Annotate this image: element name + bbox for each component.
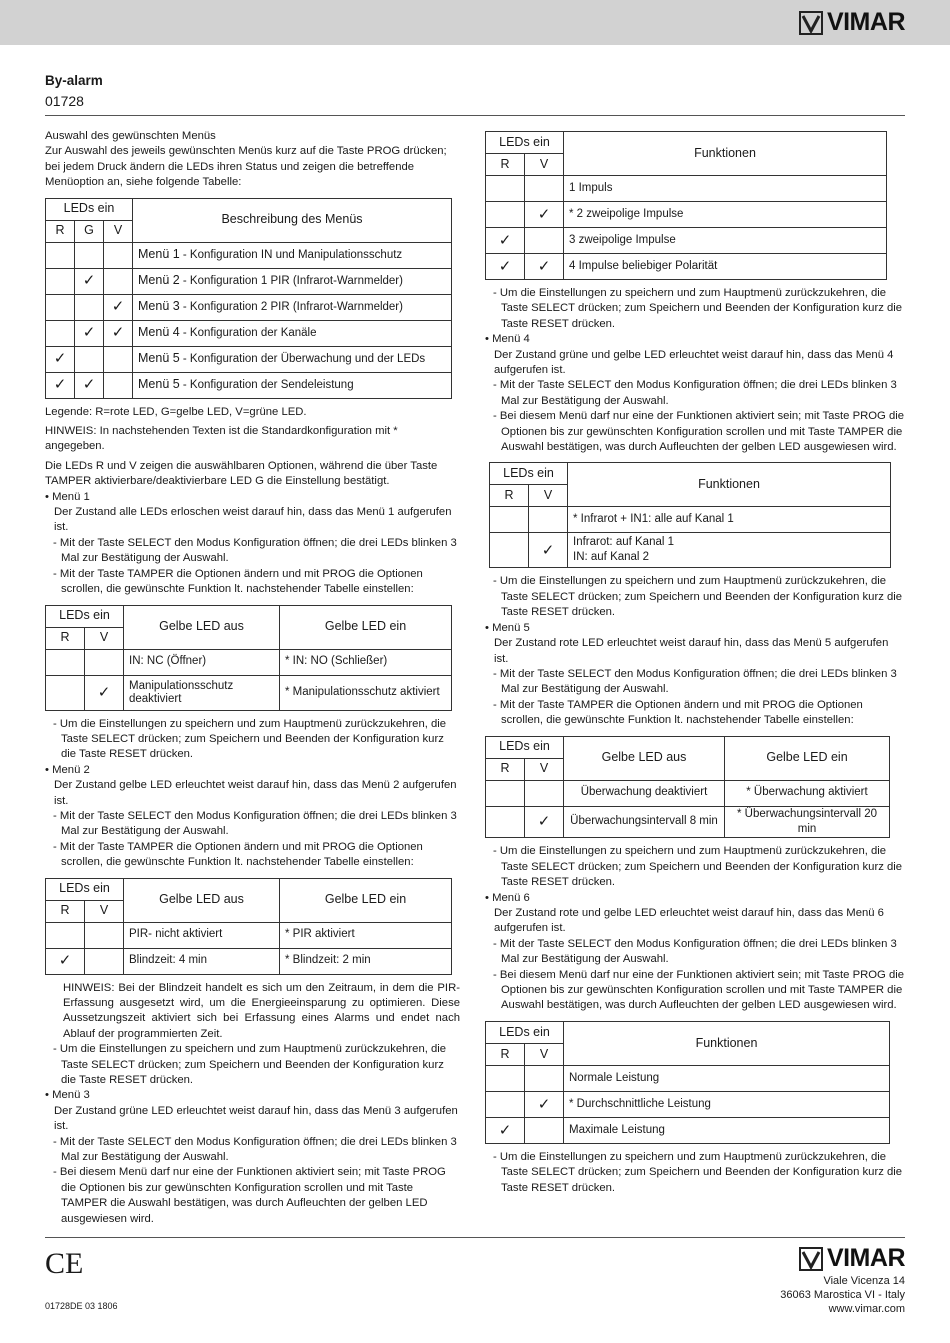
menu-desc (133, 346, 452, 372)
menu-text: - Konfiguration IN und Manipulationsschutz (179, 248, 403, 261)
menu-desc (133, 268, 452, 294)
menu1-step1: - Mit der Taste SELECT den Modus Konfiguration öffnen; die drei LEDs blinken 3 Mal zur Bestätigung der Auswahl. (53, 536, 457, 565)
cell-off: Überwachung deaktiviert (564, 780, 725, 806)
cell-g (75, 294, 104, 320)
leds-header: LEDs ein (486, 1021, 564, 1043)
cell-on: * PIR aktiviert (280, 922, 452, 948)
off-header: Gelbe LED aus (124, 878, 280, 922)
col-v: V (85, 900, 124, 922)
table-row (486, 780, 890, 806)
vimar-logo-icon (799, 11, 823, 35)
cell-g (75, 242, 104, 268)
cell-v (525, 1065, 564, 1091)
menu-desc (133, 372, 452, 398)
menu3-state: Der Zustand grüne LED erleuchtet weist darauf hin, dass das Menü 3 aufgerufen ist. (54, 1104, 458, 1133)
cell-off: PIR- nicht aktiviert (124, 922, 280, 948)
cell-r: ✓ (486, 1117, 525, 1143)
table-row (486, 1065, 890, 1091)
on-header: Gelbe LED ein (725, 736, 890, 780)
col-r: R (46, 220, 75, 242)
menu6-step2: - Bei diesem Menü darf nur eine der Funktionen aktiviert sein; mit Taste PROG die Optionen bis zur gewünschten Konfiguration scrollen und mit Taste TAMPER die Auswahl bestätigen, was durch Aufleuchten der gelben LED ausgewiesen wird. (493, 968, 905, 1012)
menu3-step1: - Mit der Taste SELECT den Modus Konfiguration öffnen; die drei LEDs blinken 3 Mal zur Bestätigung der Auswahl. (53, 1135, 457, 1164)
cell-v: ✓ (525, 806, 564, 838)
table-row (486, 254, 887, 280)
col-v: V (85, 627, 124, 649)
col-v: V (529, 485, 568, 507)
cell-g (75, 346, 104, 372)
cell-v (85, 922, 124, 948)
menu-text: - Konfiguration der Kanäle (179, 326, 317, 339)
menu-desc (133, 320, 452, 346)
menu2-save: - Um die Einstellungen zu speichern und zum Hauptmenü zurückzukehren, die Taste SELECT drücken; zum Speichern und Beenden der Konfiguration kurz die Taste RESET drücken. (53, 1043, 447, 1086)
cell-v (104, 242, 133, 268)
menu2-heading: • Menü 2 (45, 763, 90, 776)
cell-r (486, 176, 525, 202)
cell-r (46, 268, 75, 294)
menu1-step2: - Mit der Taste TAMPER die Optionen ändern und mit PROG die Optionen scrollen, die gewünschte Funktion lt. nachstehender Tabelle einstellen: (53, 567, 423, 596)
col-r: R (46, 627, 85, 649)
address (780, 1274, 905, 1316)
menu-label: Menü 2 (138, 272, 180, 287)
table-row (486, 202, 887, 228)
menu6-heading: • Menü 6 (485, 891, 530, 904)
menu4-table (489, 462, 891, 568)
menu2-hinweis: HINWEIS: Bei der Blindzeit handelt es sich um den Zeitraum, in dem die PIR-Erfassung ausgesetzt wird, um die Energieeinsparung zu optimieren. Diese Aussetzungszeit aktiviert sich bei Erfassung eines Alarms und endet nach Ablauf der programmierten Zeit. (63, 981, 460, 1040)
cell-r: ✓ (46, 346, 75, 372)
cell-func: Maximale Leistung (564, 1117, 890, 1143)
cell-v: ✓ (85, 675, 124, 710)
col-r: R (46, 900, 85, 922)
menu-desc (133, 242, 452, 268)
menu6-table (485, 1021, 890, 1144)
cell-off: Überwachungsintervall 8 min (564, 806, 725, 838)
func-line2: IN: auf Kanal 2 (573, 551, 650, 564)
vimar-logo (799, 8, 905, 37)
col-v: V (525, 1043, 564, 1065)
cell-v (525, 1117, 564, 1143)
cell-on: * Blindzeit: 2 min (280, 948, 452, 974)
menu2-step1: - Mit der Taste SELECT den Modus Konfiguration öffnen; die drei LEDs blinken 3 Mal zur Bestätigung der Auswahl. (53, 809, 457, 838)
cell-r (486, 780, 525, 806)
func-header: Funktionen (568, 463, 891, 507)
website-link[interactable]: www.vimar.com (828, 1303, 905, 1315)
col-v: V (525, 154, 564, 176)
cell-func: 4 Impulse beliebiger Polarität (564, 254, 887, 280)
menu1-state: Der Zustand alle LEDs erloschen weist darauf hin, dass das Menü 1 aufgerufen ist. (54, 506, 452, 534)
menu4-state: Der Zustand grüne und gelbe LED erleuchtet weist darauf hin, dass das Menü 4 aufgerufen ist. (494, 348, 894, 377)
cell-v (525, 780, 564, 806)
cell-r (46, 675, 85, 710)
ce-mark: CE (45, 1247, 84, 1280)
menu3-save: - Um die Einstellungen zu speichern und zum Hauptmenü zurückzukehren, die Taste SELECT drücken; zum Speichern und Beenden der Konfiguration kurz die Taste RESET drücken. (493, 287, 903, 330)
footer-brand: VIMAR (826, 1244, 905, 1272)
cell-func: * Infrarot + IN1: alle auf Kanal 1 (568, 507, 891, 533)
menu6-state: Der Zustand rote und gelbe LED erleuchtet weist darauf hin, dass das Menü 6 aufgerufen ist. (494, 906, 884, 935)
cell-r: ✓ (486, 254, 525, 280)
cell-v (104, 346, 133, 372)
menu2-state: Der Zustand gelbe LED erleuchtet weist darauf hin, dass das Menü 2 aufgerufen ist. (54, 779, 457, 807)
left-column (45, 129, 460, 1227)
menu1-table (45, 605, 452, 711)
menu4-step2: - Bei diesem Menü darf nur eine der Funktionen aktiviert sein; mit Taste PROG die Optionen bis zur gewünschten Konfiguration scrollen und mit Taste TAMPER die Auswahl bestätigen, was durch Aufleuchten der gelben LED ausgewiesen wird. (493, 410, 905, 454)
table-row (490, 507, 891, 533)
address-line1: Viale Vicenza 14 (823, 1275, 905, 1287)
off-header: Gelbe LED aus (564, 736, 725, 780)
brand-name: VIMAR (826, 8, 905, 36)
menu5-save: - Um die Einstellungen zu speichern und zum Hauptmenü zurückzukehren, die Taste SELECT drücken; zum Speichern und Beenden der Konfiguration kurz die Taste RESET drücken. (493, 845, 903, 889)
table-row (46, 346, 452, 372)
cell-r (486, 1091, 525, 1117)
table-row (46, 242, 452, 268)
menu5-step1: - Mit der Taste SELECT den Modus Konfiguration öffnen; die drei LEDs blinken 3 Mal zur Bestätigung der Auswahl. (493, 667, 897, 696)
menu5-state: Der Zustand rote LED erleuchtet weist darauf hin, dass das Menü 5 aufgerufen ist. (494, 637, 889, 665)
col-r: R (486, 758, 525, 780)
product-name: By-alarm (45, 73, 103, 88)
cell-r: ✓ (46, 948, 85, 974)
legend: Legende: R=rote LED, G=gelbe LED, V=grüne LED. (45, 405, 307, 418)
cell-v (529, 507, 568, 533)
menu2-table (45, 878, 452, 975)
desc-header: Beschreibung des Menüs (133, 198, 452, 242)
menu-text: - Konfiguration 1 PIR (Infrarot-Warnmelder) (179, 274, 403, 287)
table-row (46, 294, 452, 320)
cell-r (46, 320, 75, 346)
cell-r (46, 242, 75, 268)
cell-v: ✓ (525, 202, 564, 228)
cell-v (85, 948, 124, 974)
col-v: V (525, 758, 564, 780)
table-row (46, 922, 452, 948)
func-header: Funktionen (564, 132, 887, 176)
cell-func: Normale Leistung (564, 1065, 890, 1091)
cell-on: * Überwachungsintervall 20 min (725, 806, 890, 838)
leds-header: LEDs ein (486, 736, 564, 758)
cell-v: ✓ (104, 294, 133, 320)
cell-v: ✓ (525, 254, 564, 280)
table-row (486, 1117, 890, 1143)
footer-rule (45, 1237, 905, 1238)
cell-off: Blindzeit: 4 min (124, 948, 280, 974)
menu4-save: - Um die Einstellungen zu speichern und zum Hauptmenü zurückzukehren, die Taste SELECT drücken; zum Speichern und Beenden der Konfiguration kurz die Taste RESET drücken. (493, 575, 903, 619)
address-line2: 36063 Marostica VI - Italy (780, 1289, 905, 1301)
cell-r (490, 507, 529, 533)
leds-info: Die LEDs R und V zeigen die auswählbaren Optionen, während die über Taste TAMPER aktivierbare/deaktivierbare LED G die Einstellung bestätigt. (45, 459, 438, 488)
table-row (46, 948, 452, 974)
menu1-heading: • Menü 1 (45, 490, 90, 503)
table-row (46, 320, 452, 346)
menu-table (45, 198, 452, 399)
cell-on: * IN: NO (Schließer) (280, 649, 452, 675)
col-r: R (486, 154, 525, 176)
menu4-heading: • Menü 4 (485, 333, 530, 346)
cell-func: * 2 zweipolige Impulse (564, 202, 887, 228)
menu4-step1: - Mit der Taste SELECT den Modus Konfiguration öffnen; die drei LEDs blinken 3 Mal zur Bestätigung der Auswahl. (493, 379, 897, 407)
cell-r (46, 649, 85, 675)
cell-v: ✓ (529, 533, 568, 568)
leds-header: LEDs ein (490, 463, 568, 485)
cell-v (525, 176, 564, 202)
header-rule (45, 115, 905, 116)
table-row (46, 268, 452, 294)
cell-on: * Überwachung aktiviert (725, 780, 890, 806)
doc-code: 01728DE 03 1806 (45, 1301, 118, 1311)
product-code: 01728 (45, 93, 84, 109)
leds-header: LEDs ein (46, 605, 124, 627)
menu6-save: - Um die Einstellungen zu speichern und zum Hauptmenü zurückzukehren, die Taste SELECT drücken; zum Speichern und Beenden der Konfiguration kurz die Taste RESET drücken. (493, 1150, 903, 1194)
cell-func: 1 Impuls (564, 176, 887, 202)
menu-label: Menü 4 (138, 324, 180, 339)
on-header: Gelbe LED ein (280, 605, 452, 649)
right-column (485, 129, 905, 1196)
cell-v (85, 649, 124, 675)
menu-text: - Konfiguration der Sendeleistung (179, 378, 354, 391)
menu5-table (485, 736, 890, 839)
cell-g: ✓ (75, 320, 104, 346)
hinweis: HINWEIS: In nachstehenden Texten ist die Standardkonfiguration mit * angegeben. (45, 425, 398, 453)
off-header: Gelbe LED aus (124, 605, 280, 649)
menu-label: Menü 3 (138, 298, 180, 313)
table-row (46, 649, 452, 675)
col-v: V (104, 220, 133, 242)
cell-v (525, 228, 564, 254)
menu3-step2: - Bei diesem Menü darf nur eine der Funktionen aktiviert sein; mit Taste PROG die Optionen bis zur gewünschten Konfiguration scrollen und mit Taste TAMPER die Auswahl bestätigen, was durch Aufleuchten der gelben LED ausgewiesen wird. (53, 1166, 446, 1225)
cell-func (568, 533, 891, 568)
func-header: Funktionen (564, 1021, 890, 1065)
cell-r (490, 533, 529, 568)
table-row (486, 1091, 890, 1117)
vimar-logo-icon (799, 1247, 823, 1271)
table-row (46, 372, 452, 398)
menu3-heading: • Menü 3 (45, 1089, 90, 1102)
menu-desc (133, 294, 452, 320)
table-row (486, 806, 890, 838)
cell-on: * Manipulationsschutz aktiviert (280, 675, 452, 710)
table-row (490, 533, 891, 568)
cell-g: ✓ (75, 372, 104, 398)
cell-func: 3 zweipolige Impulse (564, 228, 887, 254)
menu-label: Menü 5 (138, 376, 180, 391)
cell-off: IN: NC (Öffner) (124, 649, 280, 675)
table-row (46, 675, 452, 710)
func-line1: Infrarot: auf Kanal 1 (573, 536, 675, 549)
menu3-table (485, 131, 887, 280)
footer-logo (799, 1244, 905, 1273)
cell-r (46, 922, 85, 948)
intro-text: Zur Auswahl des jeweils gewünschten Menüs kurz auf die Taste PROG drücken; bei jedem Druck ändern die LEDs ihren Status und zeigen die betreffende Menüoption an, siehe folgende Tabelle: (45, 145, 447, 189)
menu-text: - Konfiguration der Überwachung und der LEDs (179, 352, 426, 365)
cell-r (486, 1065, 525, 1091)
col-r: R (486, 1043, 525, 1065)
cell-v: ✓ (104, 320, 133, 346)
on-header: Gelbe LED ein (280, 878, 452, 922)
menu-text: - Konfiguration 2 PIR (Infrarot-Warnmelder) (179, 300, 403, 313)
cell-r: ✓ (46, 372, 75, 398)
cell-r: ✓ (486, 228, 525, 254)
menu5-step2: - Mit der Taste TAMPER die Optionen ändern und mit PROG die Optionen scrollen, die gewünschte Funktion lt. nachstehender Tabelle einstellen: (493, 698, 863, 727)
col-g: G (75, 220, 104, 242)
menu-label: Menü 1 (138, 246, 180, 261)
cell-r (486, 202, 525, 228)
col-r: R (490, 485, 529, 507)
leds-header: LEDs ein (486, 132, 564, 154)
leds-header: LEDs ein (46, 198, 133, 220)
menu-label: Menü 5 (138, 350, 180, 365)
cell-off: Manipulationsschutz deaktiviert (124, 675, 280, 710)
cell-r (46, 294, 75, 320)
cell-v (104, 372, 133, 398)
table-row (486, 176, 887, 202)
menu1-save: - Um die Einstellungen zu speichern und zum Hauptmenü zurückzukehren, die Taste SELECT drücken; zum Speichern und Beenden der Konfiguration kurz die Taste RESET drücken. (53, 717, 447, 761)
leds-header: LEDs ein (46, 878, 124, 900)
table-row (486, 228, 887, 254)
intro-title: Auswahl des gewünschten Menüs (45, 130, 216, 142)
cell-g: ✓ (75, 268, 104, 294)
cell-func: * Durchschnittliche Leistung (564, 1091, 890, 1117)
menu5-heading: • Menü 5 (485, 621, 530, 634)
cell-r (486, 806, 525, 838)
cell-v: ✓ (525, 1091, 564, 1117)
menu6-step1: - Mit der Taste SELECT den Modus Konfiguration öffnen; die drei LEDs blinken 3 Mal zur Bestätigung der Auswahl. (493, 937, 897, 966)
cell-v (104, 268, 133, 294)
menu2-step2: - Mit der Taste TAMPER die Optionen ändern und mit PROG die Optionen scrollen, die gewünschte Funktion lt. nachstehender Tabelle einstellen: (53, 840, 423, 869)
